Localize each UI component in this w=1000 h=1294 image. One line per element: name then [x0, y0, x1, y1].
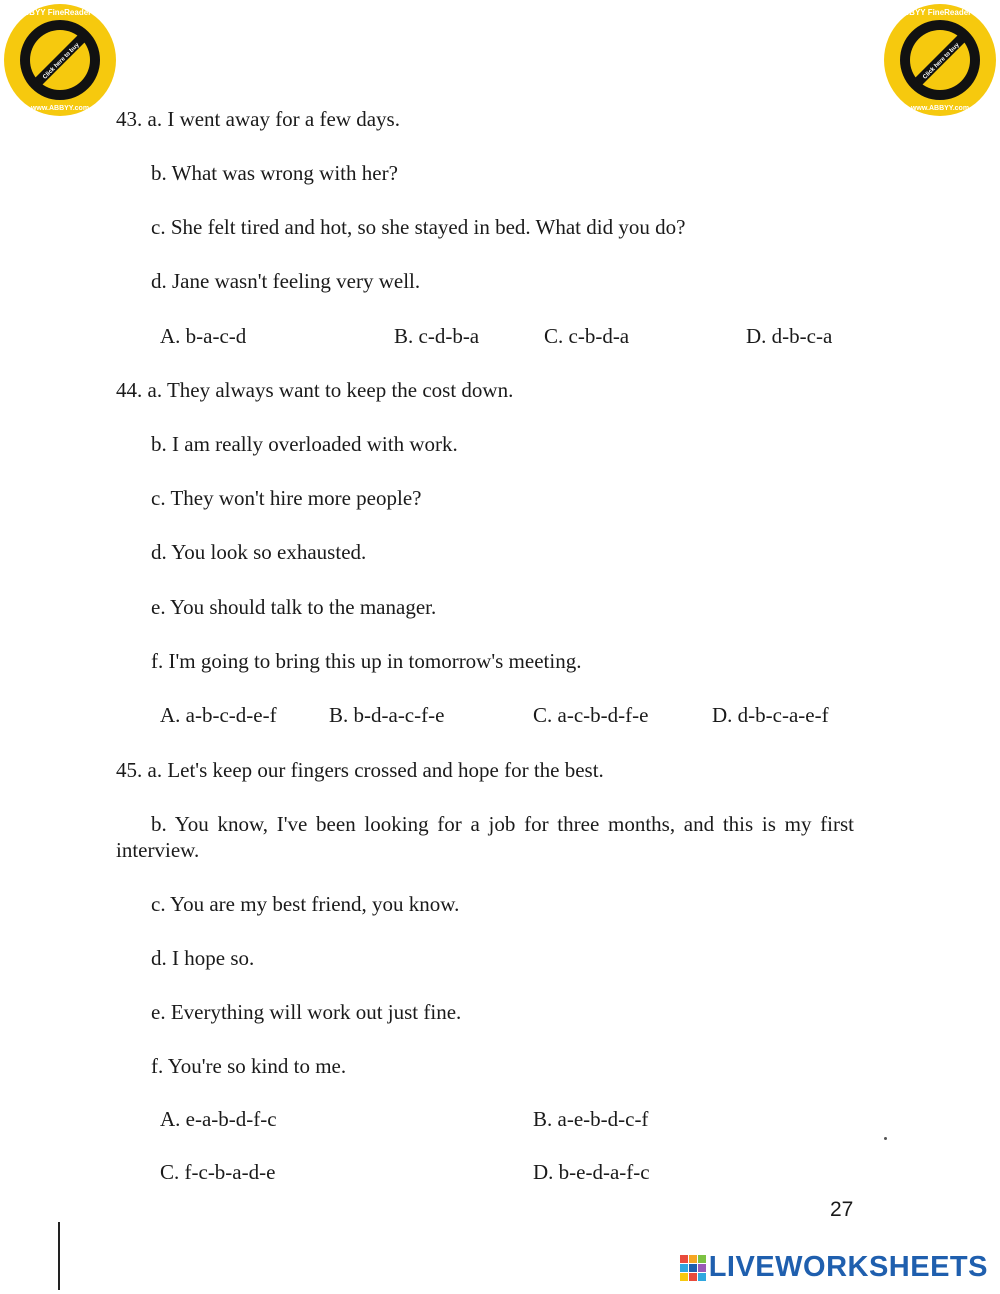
- q43-option-a[interactable]: A. b-a-c-d: [160, 324, 247, 348]
- q44-option-c[interactable]: C. a-c-b-d-f-e: [533, 703, 649, 727]
- q44-item-b: b. I am really overloaded with work.: [151, 432, 458, 456]
- q45-item-e: e. Everything will work out just fine.: [151, 1000, 462, 1024]
- q45-option-b[interactable]: B. a-e-b-d-c-f: [533, 1107, 649, 1131]
- page-number: 27: [830, 1198, 854, 1221]
- q44-option-d[interactable]: D. d-b-c-a-e-f: [712, 703, 829, 727]
- q43-option-c[interactable]: C. c-b-d-a: [544, 324, 630, 348]
- badge-text-top: ABBYY FineReader 15: [897, 8, 983, 17]
- abbyy-badge-right[interactable]: [880, 0, 1000, 120]
- badge-text-mid: Click here to buy: [42, 42, 81, 81]
- q45-option-d[interactable]: D. b-e-d-a-f-c: [533, 1160, 650, 1184]
- liveworksheets-text: LIVEWORKSHEETS: [708, 1251, 988, 1283]
- q43-item-c: c. She felt tired and hot, so she stayed in bed. What did you do?: [151, 215, 686, 239]
- liveworksheets-logo-icon: [680, 1255, 706, 1281]
- q44-line-a: 44. a. They always want to keep the cost down.: [116, 378, 514, 402]
- q44-item-e: e. You should talk to the manager.: [151, 595, 437, 619]
- liveworksheets-brand[interactable]: [680, 1251, 988, 1284]
- q43-item-d: d. Jane wasn't feeling very well.: [151, 269, 421, 293]
- q43-option-d[interactable]: D. d-b-c-a: [746, 324, 833, 348]
- q44-item-c: c. They won't hire more people?: [151, 486, 422, 510]
- q45-item-b: b. You know, I've been looking for a job for three months, and this is my first interview.: [116, 812, 854, 862]
- q44-option-a[interactable]: A. a-b-c-d-e-f: [160, 703, 277, 727]
- q45-option-a[interactable]: A. e-a-b-d-f-c: [160, 1107, 277, 1131]
- q45-option-c[interactable]: C. f-c-b-a-d-e: [160, 1160, 276, 1184]
- q44-item-d: d. You look so exhausted.: [151, 540, 367, 564]
- badge-text-mid: Click here to buy: [922, 42, 961, 81]
- q45-item-f: f. You're so kind to me.: [151, 1054, 347, 1078]
- q45-item-d: d. I hope so.: [151, 946, 255, 970]
- q43-option-b[interactable]: B. c-d-b-a: [394, 324, 480, 348]
- abbyy-badge-left[interactable]: [0, 0, 120, 120]
- badge-text-bottom: www.ABBYY.com: [910, 105, 970, 112]
- q44-item-f: f. I'm going to bring this up in tomorrow's meeting.: [151, 649, 582, 673]
- q43-line-a: 43. a. I went away for a few days.: [116, 107, 400, 131]
- q43-item-b: b. What was wrong with her?: [151, 161, 398, 185]
- scan-speck: [884, 1137, 887, 1140]
- margin-rule: [58, 1222, 60, 1290]
- badge-text-top: ABBYY FineReader 15: [17, 8, 103, 17]
- badge-text-bottom: www.ABBYY.com: [30, 105, 90, 112]
- q45-item-c: c. You are my best friend, you know.: [151, 892, 460, 916]
- q45-line-a: 45. a. Let's keep our fingers crossed and hope for the best.: [116, 758, 604, 782]
- q44-option-b[interactable]: B. b-d-a-c-f-e: [329, 703, 445, 727]
